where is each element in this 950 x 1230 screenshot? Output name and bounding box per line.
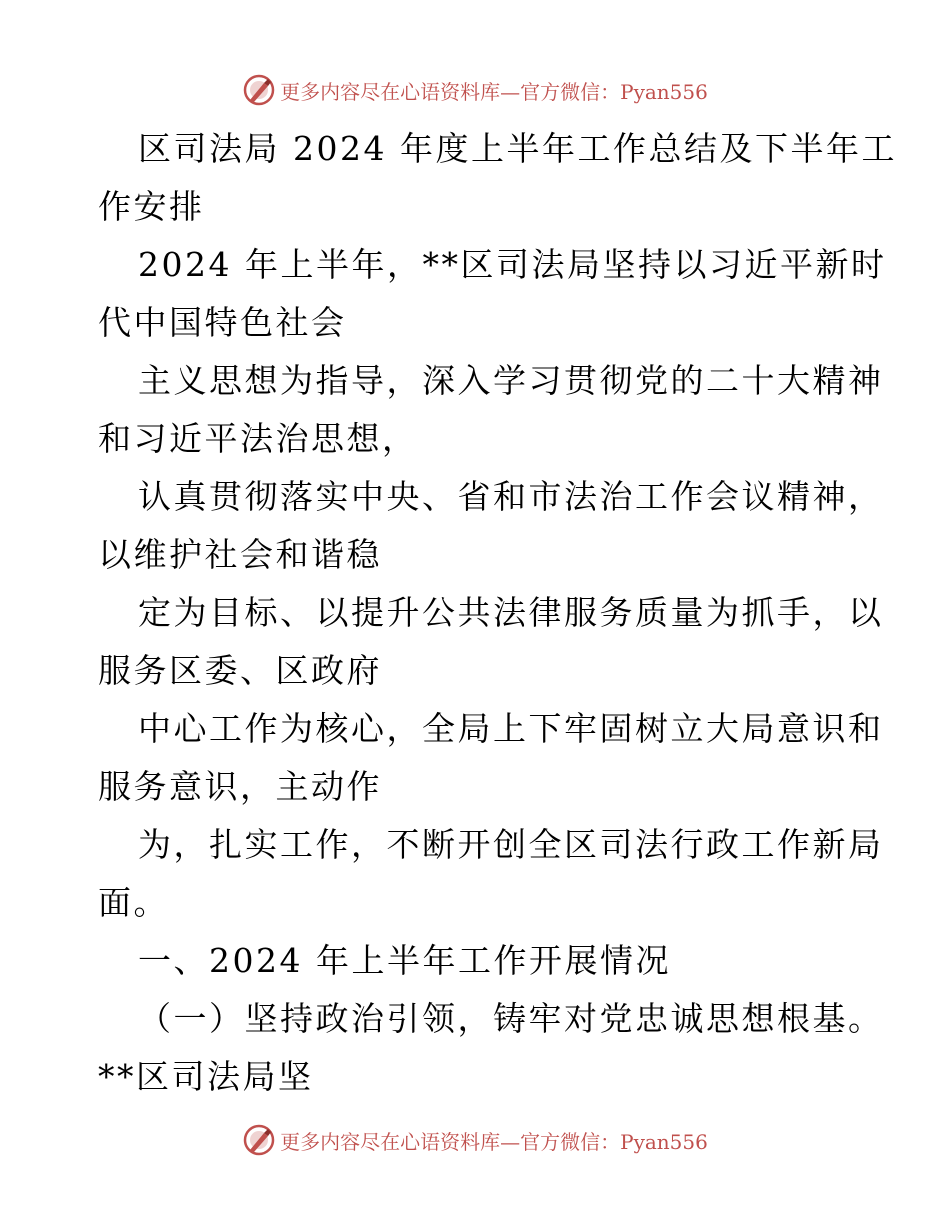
doc-line: 服务区委、区政府 (98, 651, 382, 690)
doc-line: 主义思想为指导，深入学习贯彻党的二十大精神 (138, 361, 884, 400)
header-watermark-banner (0, 70, 950, 110)
watermark-text: 更多内容尽在心语资料库—官方微信：Pyan556 (280, 1129, 708, 1154)
doc-line: 代中国特色社会 (98, 303, 347, 342)
doc-line: 区司法局 2024 年度上半年工作总结及下半年工 (138, 129, 897, 168)
doc-line: 以维护社会和谐稳 (98, 535, 382, 574)
watermark-text: 更多内容尽在心语资料库—官方微信：Pyan556 (280, 79, 708, 104)
doc-line: 作安排 (98, 187, 205, 226)
doc-line: 为，扎实工作，不断开创全区司法行政工作新局 (138, 825, 884, 864)
doc-line: 认真贯彻落实中央、省和市法治工作会议精神， (138, 477, 884, 516)
doc-line: 面。 (98, 883, 169, 922)
pen-logo-icon (242, 73, 276, 107)
subsection-heading: （一）坚持政治引领，铸牢对党忠诚思想根基。 (138, 999, 884, 1038)
doc-line: 定为目标、以提升公共法律服务质量为抓手，以 (138, 593, 884, 632)
pen-logo-icon (242, 1123, 276, 1157)
document-body (98, 120, 897, 1106)
doc-line: 和习近平法治思想， (98, 419, 418, 458)
section-heading: 一、2024 年上半年工作开展情况 (138, 941, 671, 980)
doc-line: **区司法局坚 (98, 1057, 314, 1096)
doc-line: 服务意识，主动作 (98, 767, 382, 806)
doc-line: 中心工作为核心，全局上下牢固树立大局意识和 (138, 709, 884, 748)
doc-line: 2024 年上半年，**区司法局坚持以习近平新时 (138, 245, 887, 284)
footer-watermark-banner (0, 1120, 950, 1160)
